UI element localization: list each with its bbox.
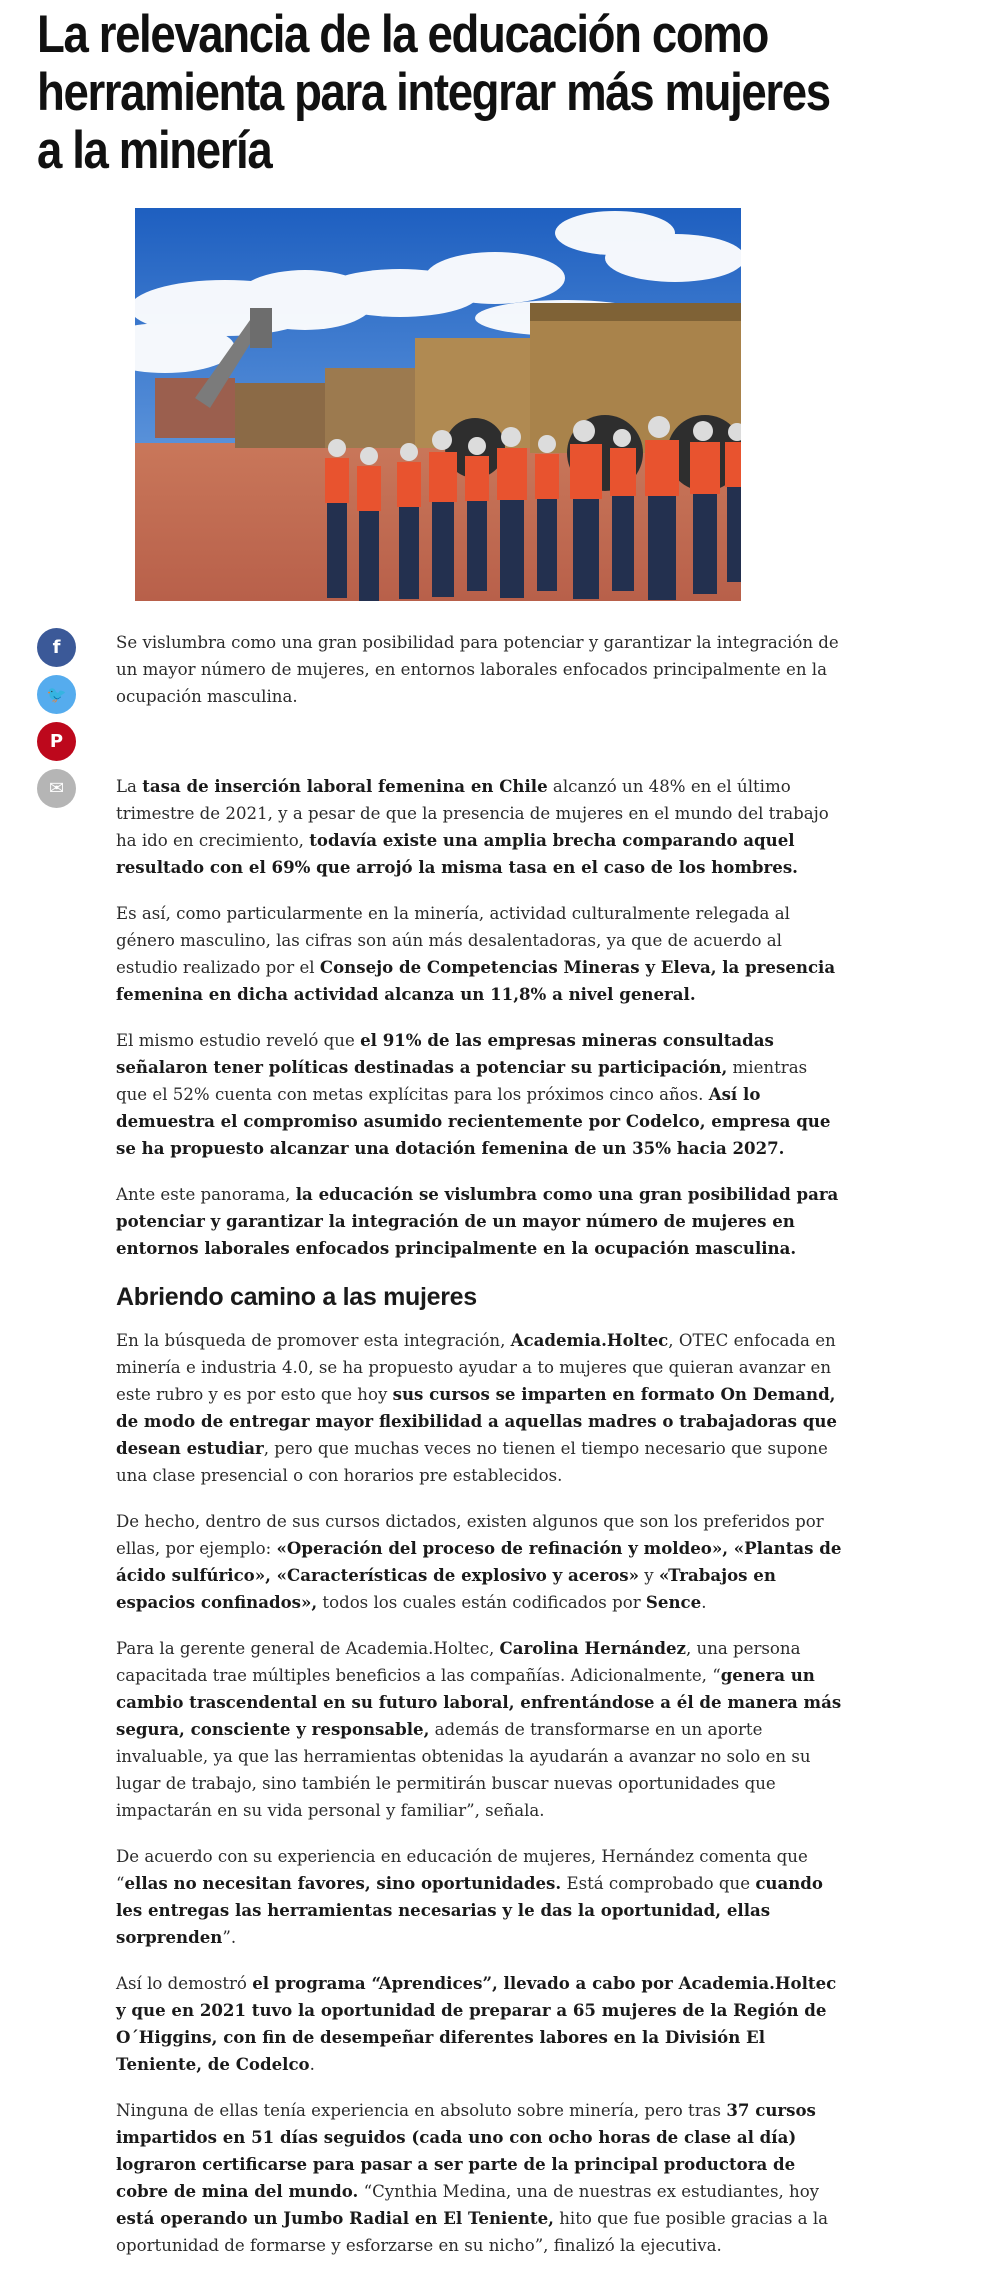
bold-text-run: el programa “Aprendices”, llevado a cabo por Academia.Holtec y que en 2021 tuvo la oportunidad de preparar a 65 mujeres de la Región de O´Higgins, con fin de desempeñar diferentes labores en la División El Teniente, de Codelco bbox=[116, 1973, 837, 2074]
paragraph-8 bbox=[116, 1843, 843, 1951]
twitter-share-button[interactable] bbox=[37, 675, 76, 714]
text-run: Es así, como particularmente en la minería, actividad culturalmente relegada al género masculino, las cifras son aún más desalentadoras, ya que de acuerdo al estudio realizado por el bbox=[116, 904, 790, 977]
bold-text-run: Carolina Hernández bbox=[499, 1638, 686, 1658]
twitter-icon: 🐦 bbox=[46, 685, 67, 704]
bold-text-run: Sence bbox=[645, 1592, 702, 1612]
bold-text-run: cuando les entregas las herramientas necesarias y le das la oportunidad, ellas sorprenden bbox=[116, 1873, 823, 1947]
hero-image bbox=[135, 208, 741, 601]
text-run: Para la gerente general de Academia.Holtec, bbox=[116, 1639, 500, 1658]
text-run: y bbox=[639, 1566, 659, 1585]
text-run: además de transformarse en un aporte invaluable, ya que las herramientas obtenidas la ayudarán a avanzar no solo en su lugar de trabajo, sino también le permitirán buscar nuevas oportunidades que impactarán en su vida personal y familiar”, señala. bbox=[116, 1720, 811, 1820]
paragraph-7 bbox=[116, 1635, 843, 1824]
section-heading: Abriendo camino a las mujeres bbox=[116, 1283, 477, 1311]
text-run: ”. bbox=[222, 1928, 237, 1947]
text-run: Así lo demostró bbox=[116, 1974, 253, 1993]
bold-text-run: ellas no necesitan favores, sino oportunidades. bbox=[124, 1873, 562, 1893]
bold-text-run: sus cursos se imparten en formato On Demand, de modo de entregar mayor flexibilidad a aquellas madres o trabajadoras que desean estudiar bbox=[116, 1384, 837, 1458]
bold-text-run: «Operación del proceso de refinación y moldeo», «Plantas de ácido sulfúrico», «Características de explosivo y aceros» bbox=[116, 1538, 842, 1585]
pinterest-share-button[interactable] bbox=[37, 722, 76, 761]
text-run: En la búsqueda de promover esta integración, bbox=[116, 1331, 511, 1350]
bold-text-run: Academia.Holtec bbox=[510, 1330, 669, 1350]
paragraph-5 bbox=[116, 1327, 843, 1489]
bold-text-run: Así lo demuestra el compromiso asumido recientemente por Codelco, empresa que se ha propuesto alcanzar una dotación femenina de un 35% hacia 2027. bbox=[116, 1084, 831, 1158]
hero-photo-illustration bbox=[135, 208, 741, 601]
email-icon: ✉ bbox=[48, 778, 65, 799]
bold-text-run: genera un cambio trascendental en su futuro laboral, enfrentándose a él de manera más segura, consciente y responsable, bbox=[116, 1665, 842, 1739]
bold-text-run: 37 cursos impartidos en 51 días seguidos (cada uno con ocho horas de clase al día) lograron certificarse para pasar a ser parte de la principal productora de cobre de mina del mundo. bbox=[116, 2100, 816, 2201]
paragraph-10 bbox=[116, 2097, 843, 2259]
text-run: La bbox=[116, 777, 143, 796]
text-run: , pero que muchas veces no tienen el tiempo necesario que supone una clase presencial o con horarios pre establecidos. bbox=[116, 1439, 828, 1485]
text-run: . bbox=[701, 1593, 707, 1612]
paragraph-3 bbox=[116, 1027, 843, 1162]
text-run: De hecho, dentro de sus cursos dictados, existen algunos que son los preferidos por ellas, por ejemplo: bbox=[116, 1512, 824, 1558]
paragraph-6 bbox=[116, 1508, 843, 1616]
text-run: De acuerdo con su experiencia en educación de mujeres, Hernández comenta que “ bbox=[116, 1847, 808, 1893]
text-run: Ninguna de ellas tenía experiencia en absoluto sobre minería, pero tras bbox=[116, 2101, 727, 2120]
text-run: alcanzó un 48% en el último trimestre de 2021, y a pesar de que la presencia de mujeres en el mundo del trabajo ha ido en crecimiento, bbox=[116, 777, 829, 850]
text-run: “Cynthia Medina, una de nuestras ex estudiantes, hoy bbox=[358, 2182, 820, 2201]
bold-text-run: la educación se vislumbra como una gran posibilidad para potenciar y garantizar la integración de un mayor número de mujeres en entornos laborales enfocados principalmente en la ocupación masculina. bbox=[116, 1184, 839, 1258]
facebook-icon: f bbox=[52, 637, 61, 658]
bold-text-run: Consejo de Competencias Mineras y Eleva, la presencia femenina en dicha actividad alcanza un 11,8% a nivel general. bbox=[116, 957, 836, 1004]
paragraph-2 bbox=[116, 900, 843, 1008]
text-run: mientras que el 52% cuenta con metas explícitas para los próximos cinco años. bbox=[116, 1058, 808, 1104]
email-share-button[interactable] bbox=[37, 769, 76, 808]
text-run: Ante este panorama, bbox=[116, 1185, 296, 1204]
text-run: hito que fue posible gracias a la oportunidad de formarse y esforzarse en su nicho”, finalizó la ejecutiva. bbox=[116, 2209, 829, 2255]
paragraph-9 bbox=[116, 1970, 843, 2078]
article-body bbox=[116, 629, 843, 2278]
paragraph-4 bbox=[116, 1181, 843, 1262]
text-run: todos los cuales están codificados por bbox=[317, 1593, 646, 1612]
article-title: La relevancia de la educación como herramienta para integrar más mujeres a la minería bbox=[37, 5, 830, 180]
bold-text-run: tasa de inserción laboral femenina en Chile bbox=[142, 776, 548, 796]
facebook-share-button[interactable] bbox=[37, 628, 76, 667]
text-run: , una persona capacitada trae múltiples beneficios a las compañías. Adicionalmente, “ bbox=[116, 1639, 801, 1685]
text-run: . bbox=[309, 2055, 315, 2074]
bold-text-run: está operando un Jumbo Radial en El Teniente, bbox=[116, 2208, 554, 2228]
article-lead: Se vislumbra como una gran posibilidad para potenciar y garantizar la integración de un mayor número de mujeres, en entornos laborales enfocados principalmente en la ocupación masculina. bbox=[116, 633, 839, 706]
text-run: El mismo estudio reveló que bbox=[116, 1031, 361, 1050]
paragraph-1 bbox=[116, 773, 843, 881]
bold-text-run: todavía existe una amplia brecha comparando aquel resultado con el 69% que arrojó la misma tasa en el caso de los hombres. bbox=[116, 830, 798, 877]
share-bar bbox=[37, 628, 77, 816]
bold-text-run: «Trabajos en espacios confinados», bbox=[116, 1565, 776, 1612]
bold-text-run: el 91% de las empresas mineras consultadas señalaron tener políticas destinadas a potenciar su participación, bbox=[116, 1030, 774, 1077]
text-run: Está comprobado que bbox=[561, 1874, 756, 1893]
pinterest-icon: P bbox=[49, 731, 64, 752]
text-run: , OTEC enfocada en minería e industria 4.0, se ha propuesto ayudar a to mujeres que quieran avanzar en este rubro y es por esto que hoy bbox=[116, 1331, 836, 1404]
